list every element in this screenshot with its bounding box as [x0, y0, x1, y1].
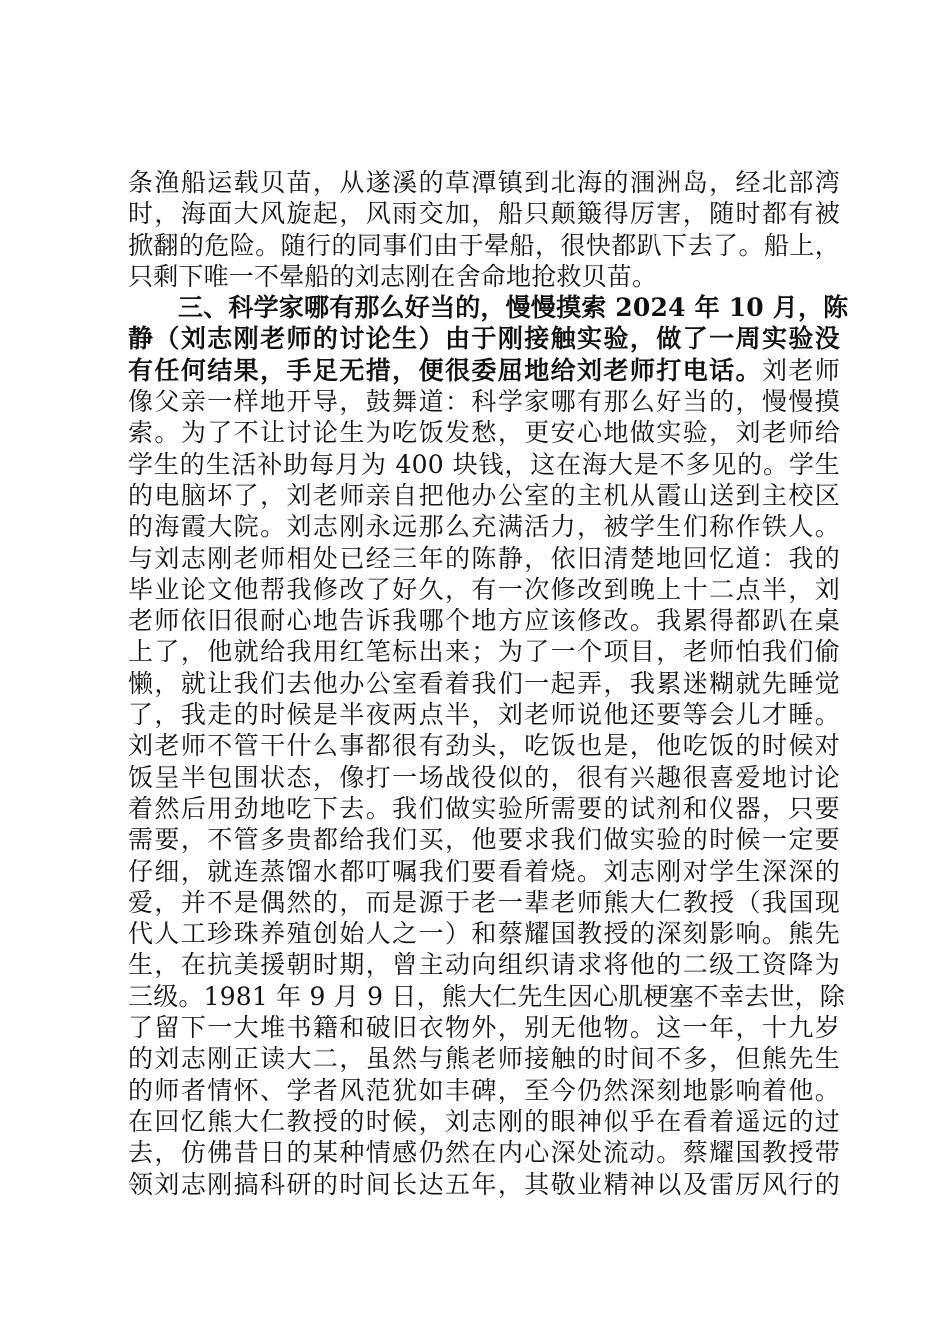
- body-text-start: 刘老师: [761, 355, 840, 385]
- section-heading-line: 三、科学家哪有那么好当的，慢慢摸索 2024 年 10 月，陈: [178, 293, 849, 323]
- text-line: 毕业论文他帮我修改了好久，有一次修改到晚上十二点半，刘: [128, 574, 840, 604]
- text-line: 三级。1981 年 9 月 9 日，熊大仁先生因心肌梗塞不幸去世，除: [128, 981, 845, 1011]
- text-line: 刘老师不管干什么事都很有劲头，吃饭也是，他吃饭的时候对: [128, 731, 840, 761]
- text-line: 懒，就让我们去他办公室看着我们一起弄，我累迷糊就先睡觉: [128, 668, 840, 698]
- text-line: 与刘志刚老师相处已经三年的陈静，依旧清楚地回忆道：我的: [128, 543, 840, 573]
- text-line: 学生的生活补助每月为 400 块钱，这在海大是不多见的。学生: [128, 449, 840, 479]
- text-line: 了留下一大堆书籍和破旧衣物外，别无他物。这一年，十九岁: [128, 1013, 840, 1043]
- section-heading-line: 静（刘志刚老师的讨论生）由于刚接触实验，做了一周实验没: [128, 324, 840, 354]
- text-line: 去，仿佛昔日的某种情感仍然在内心深处流动。蔡耀国教授带: [128, 1138, 840, 1168]
- paragraph-continued: [128, 167, 840, 292]
- text-line: 在回忆熊大仁教授的时候，刘志刚的眼神似乎在看着遥远的过: [128, 1106, 840, 1136]
- text-line: 的电脑坏了，刘老师亲自把他办公室的主机从霞山送到主校区: [128, 480, 840, 510]
- text-line: 了，我走的时候是半夜两点半，刘老师说他还要等会儿才睡。: [128, 700, 840, 730]
- text-line: 代人工珍珠养殖创始人之一）和蔡耀国教授的深刻影响。熊先: [128, 919, 840, 949]
- section-heading-line-end: 有任何结果，手足无措，便很委屈地给刘老师打电话。: [128, 355, 762, 385]
- text-line: 上了，他就给我用红笔标出来；为了一个项目，老师怕我们偷: [128, 637, 840, 667]
- text-line: 饭呈半包围状态，像打一场战役似的，很有兴趣很喜爱地讨论: [128, 762, 840, 792]
- text-line: 时，海面大风旋起，风雨交加，船只颠簸得厉害，随时都有被: [128, 199, 840, 229]
- text-line: 的刘志刚正读大二，虽然与熊老师接触的时间不多，但熊先生: [128, 1044, 840, 1074]
- text-line: 老师依旧很耐心地告诉我哪个地方应该修改。我累得都趴在桌: [128, 606, 840, 636]
- text-line: 仔细，就连蒸馏水都叮嘱我们要看着烧。刘志刚对学生深深的: [128, 856, 840, 886]
- text-line: 着然后用劲地吃下去。我们做实验所需要的试剂和仪器，只要: [128, 793, 840, 823]
- text-line: 爱，并不是偶然的，而是源于老一辈老师熊大仁教授（我国现: [128, 887, 840, 917]
- text-line: 像父亲一样地开导，鼓舞道：科学家哪有那么好当的，慢慢摸: [128, 387, 840, 417]
- text-line: 只剩下唯一不晕船的刘志刚在舍命地抢救贝苗。: [128, 261, 658, 291]
- text-line: 生，在抗美援朝时期，曾主动向组织请求将他的二级工资降为: [128, 950, 840, 980]
- document-page: [128, 167, 849, 1200]
- section-three-paragraph: [128, 292, 849, 1200]
- text-line: 条渔船运载贝苗，从遂溪的草潭镇到北海的涠洲岛，经北部湾: [128, 168, 840, 197]
- text-line: 领刘志刚搞科研的时间长达五年，其敬业精神以及雷厉风行的: [128, 1169, 840, 1199]
- mixed-line: [128, 355, 840, 386]
- text-line: 索。为了不让讨论生为吃饭发愁，更安心地做实验，刘老师给: [128, 418, 840, 448]
- text-line: 的海霞大院。刘志刚永远那么充满活力，被学生们称作铁人。: [128, 512, 840, 542]
- text-line: 掀翻的危险。随行的同事们由于晕船，很快都趴下去了。船上，: [128, 230, 840, 260]
- text-line: 的师者情怀、学者风范犹如丰碑，至今仍然深刻地影响着他。: [128, 1075, 840, 1105]
- text-line: 需要，不管多贵都给我们买，他要求我们做实验的时候一定要: [128, 825, 840, 855]
